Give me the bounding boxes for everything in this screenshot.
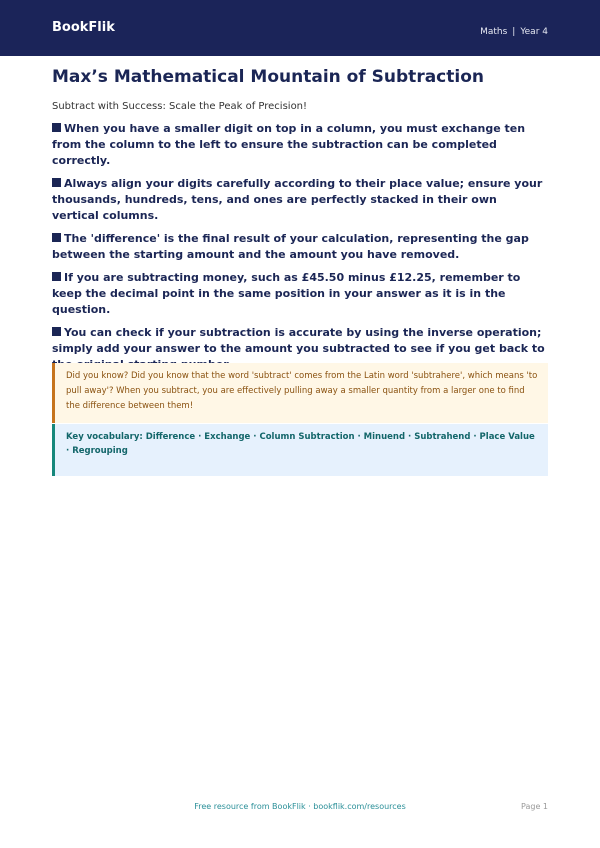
year-label: Year 4 — [520, 27, 548, 37]
square-bullet-icon — [52, 272, 61, 281]
page-subtitle: Subtract with Success: Scale the Peak of Precision! — [52, 101, 308, 112]
fact-text: If you are subtracting money, such as £45.50 minus £12.25, remember to keep the decimal point in the same position in your answer as it is in the question. — [52, 271, 521, 316]
fact-text: When you have a smaller digit on top in a column, you must exchange ten from the column to the left to ensure the subtraction can be completed correctly. — [52, 122, 526, 167]
fact-item — [52, 231, 547, 263]
page-header — [0, 0, 600, 56]
vocabulary-text: Key vocabulary: Difference · Exchange · Column Subtraction · Minuend · Subtrahend · Place Value · Regrouping — [66, 432, 535, 456]
square-bullet-icon — [52, 178, 61, 187]
fact-text: Always align your digits carefully according to their place value; ensure your thousands, hundreds, tens, and ones are perfectly stacked in their own vertical columns. — [52, 177, 543, 222]
page-number: Page 1 — [521, 802, 548, 811]
page-title: Max’s Mathematical Mountain of Subtraction — [52, 67, 484, 87]
footer-resource-link[interactable]: Free resource from BookFlik · bookflik.com/resources — [194, 802, 406, 811]
fact-text: The 'difference' is the final result of your calculation, representing the gap between the starting amount and the amount you have removed. — [52, 232, 529, 261]
brand-logo[interactable]: BookFlik — [52, 20, 115, 35]
fact-list — [52, 121, 552, 380]
header-separator: | — [512, 27, 516, 37]
fact-text: You can check if your subtraction is accurate by using the inverse operation; simply add your answer to the amount you subtracted to see if you get back to — [52, 326, 545, 355]
fact-item — [52, 176, 547, 224]
did-you-know-callout — [52, 363, 548, 423]
did-you-know-text: Did you know? Did you know that the word 'subtract' comes from the Latin word 'subtrahere', which means 'to pull away'? When you subtract, you are effectively pulling away a smaller quantity from a larger one to find the difference between them! — [66, 371, 538, 411]
vocabulary-callout — [52, 424, 548, 476]
fact-item — [52, 270, 547, 318]
square-bullet-icon — [52, 123, 61, 132]
fact-item — [52, 121, 547, 169]
subject-label: Maths — [480, 27, 508, 37]
square-bullet-icon — [52, 327, 61, 336]
square-bullet-icon — [52, 233, 61, 242]
header-meta — [480, 28, 548, 37]
